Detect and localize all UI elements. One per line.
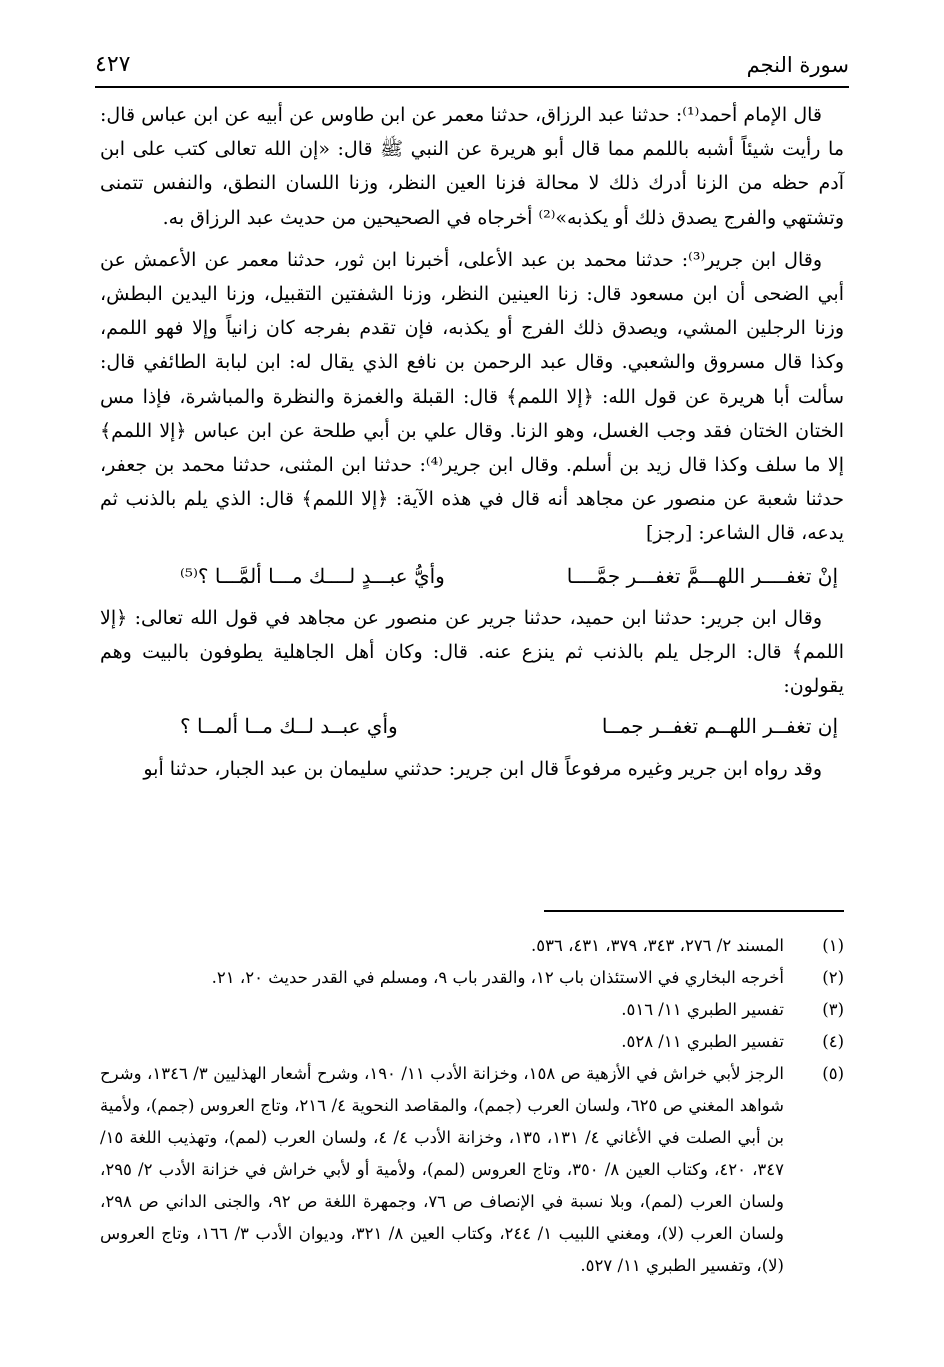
footnote-text: تفسير الطبري ١١/ ٥١٦.: [621, 1000, 784, 1019]
paragraph-ibn-jarir-2: وقال ابن جرير: حدثنا ابن حميد، حدثنا جرير عن منصور عن مجاهد في قول الله تعالى: ﴿إلا اللمم﴾ قال: الرجل يلم بالذنب ثم ينزع عنه. قال: وكان أهل الجاهلية يطوفون بالبيت وهم يقولون:: [100, 606, 844, 698]
footnote-number: (٥): [822, 1064, 844, 1083]
verse-line-2: [100, 709, 844, 743]
verse-2-first-hemistich: إن تغفــر اللهــم تغفــر جمــا: [601, 714, 838, 739]
paragraph-ibn-jarir: وقال ابن جرير⁽³⁾: حدثنا محمد بن عبد الأعلى، أخبرنا ابن ثور، حدثنا معمر عن الأعمش عن أبي الضحى أن ابن مسعود قال: زنا العينين النظر، وزنا الشفتين التقبيل، وزنا اليدين البطش، وزنا الرجلين المشي، ويصدق ذلك الفرج أو يكذبه، فإن تقدم بفرجه كان زانياً وإلا فهو اللمم، وكذا قال مسروق والشعبي. وقال عبد الرحمن بن نافع الذي يقال له: ابن لبابة الطائفي قال: سألت أبا هريرة عن قول الله: ﴿إلا اللمم﴾ قال: القبلة والغمزة والنظرة والمباشرة، فإذا مس الختان الختان فقد وجب الغسل، وهو الزنا. وقال علي بن أبي طلحة عن ابن عباس ﴿إلا اللمم﴾ إلا ما سلف وكذا قال زيد بن أسلم. وقال ابن جرير⁽⁴⁾: حدثنا ابن المثنى، حدثنا محمد بن جعفر، حدثنا شعبة عن منصور عن مجاهد أنه قال في هذه الآية: ﴿إلا اللمم﴾ قال: الذي يلم بالذنب ثم يدعه، قال الشاعر: [رجز]: [100, 248, 844, 545]
verse-line-1: [100, 559, 844, 593]
footnote-item: [100, 994, 844, 1026]
paragraph-marfu: وقد رواه ابن جرير وغيره مرفوعاً قال ابن جرير: حدثني سليمان بن عبد الجبار، حدثنا أبو: [143, 757, 822, 780]
verse-2-second-hemistich: وأي عبــد لــك مــا ألمــا ؟: [180, 714, 398, 739]
footnotes: [100, 930, 844, 1282]
footnote-number: (٣): [822, 1000, 844, 1019]
footnote-text: تفسير الطبري ١١/ ٥٢٨.: [621, 1032, 784, 1051]
footnote-text: الرجز لأبي خراش في الأزهية ص ١٥٨، وخزانة الأدب ١١/ ١٩٠، وشرح أشعار الهذليين ٣/ ١٣٤٦، وشرح شواهد المغني ص ٦٢٥، ولسان العرب (جمم)، والمقاصد النحوية ٤/ ٢١٦، وتاج العروس (جمم)، ولأمية بن أبي الصلت في الأغاني ٤/ ١٣١، ١٣٥، وخزانة الأدب ٤/ ٤، ولسان العرب (لمم)، وتهذيب اللغة ١٥/ ٣٤٧، ٤٢٠، وكتاب العين ٨/ ٣٥٠، وتاج العروس (لمم)، ولأمية أو لأبي خراش في خزانة الأدب ٢/ ٢٩٥، ولسان العرب (لمم)، وبلا نسبة في الإنصاف ص ٧٦، وجمهرة اللغة ص ٩٢، والجنى الداني ص ٢٩٨، ولسان العرب (لا)، ومغني اللبيب ١/ ٢٤٤، وكتاب العين ٨/ ٣٢١، وديوان الأدب ٣/ ١٦٦، وتاج العروس (لا)، وتفسير الطبري ١١/ ٥٢٧.: [100, 1064, 785, 1275]
footnote-divider: [544, 910, 844, 912]
footnote-text: المسند ٢/ ٢٧٦، ٣٤٣، ٣٧٩، ٤٣١، ٥٣٦.: [531, 936, 784, 955]
footnote-item: [100, 962, 844, 994]
header-divider: [95, 86, 849, 88]
verse-1-first-hemistich: إنْ تغفــــر اللهـــمَّ تغفـــر جمَّــــا: [566, 563, 838, 588]
footnote-number: (٢): [822, 968, 844, 987]
footnote-text: أخرجه البخاري في الاستئذان باب ١٢، والقدر باب ٩، ومسلم في القدر حديث ٢٠، ٢١.: [211, 968, 784, 987]
footnote-item: [100, 1058, 844, 1282]
page-header: [95, 52, 849, 77]
verse-1-second-hemistich: وأيُّ عبـــدٍ لــــك مـــا ألمَّـــا ؟⁽⁵⁾: [180, 563, 445, 588]
surah-title: سورة النجم: [746, 53, 849, 77]
footnote-item: [100, 930, 844, 962]
footnote-number: (١): [822, 936, 844, 955]
paragraph-ahmad: قال الإمام أحمد⁽¹⁾: حدثنا عبد الرزاق، حدثنا معمر عن ابن طاوس عن أبيه عن ابن عباس قال: ما رأيت شيئاً أشبه باللمم مما قال أبو هريرة عن النبي ﷺ قال: «إن الله تعالى كتب على ابن آدم حظه من الزنا أدرك ذلك لا محالة فزنا العين النظر، وزنا اللسان النطق، والنفس تتمنى وتشتهي والفرج يصدق ذلك أو يكذبه»⁽²⁾ أخرجاه في الصحيحين من حديث عبد الرزاق به.: [100, 104, 844, 229]
main-text: [100, 98, 844, 786]
footnote-number: (٤): [822, 1032, 844, 1051]
footnote-item: [100, 1026, 844, 1058]
page-number: ٤٢٧: [95, 52, 131, 77]
